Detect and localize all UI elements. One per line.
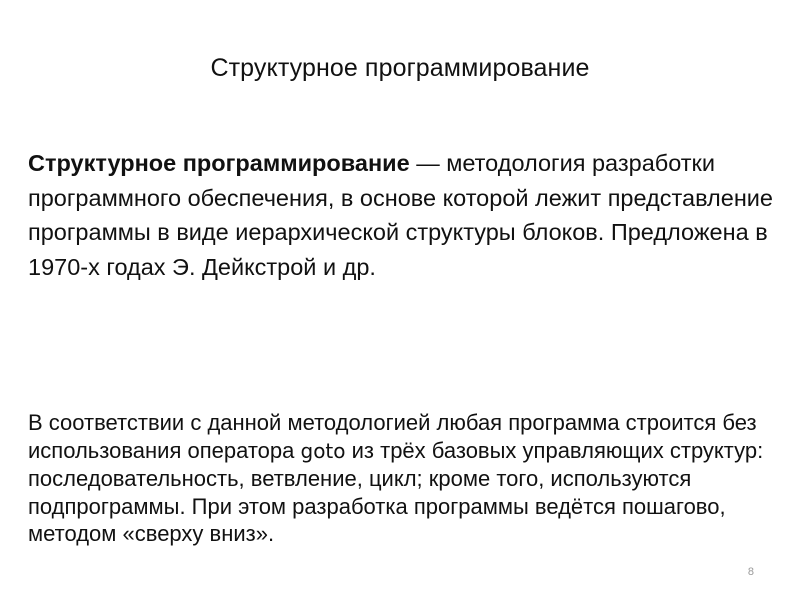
methodology-paragraph — [28, 409, 788, 548]
page-number: 8 — [747, 566, 754, 578]
definition-text: — методология разработки программного обеспечения, в основе которой лежит представление программы в виде иерархической структуры блоков. Предложена в 1970-х годах Э. Дейкстрой и др. — [28, 150, 773, 280]
slide-title: Структурное программирование — [210, 54, 590, 82]
definition-term: Структурное программирование — [28, 150, 410, 176]
paragraph-text-before: В соответствии с данной методологией любая программа строится без использования оператора — [28, 410, 757, 463]
goto-keyword: goto — [300, 438, 346, 463]
definition-paragraph — [28, 146, 778, 284]
paragraph-text-after: из трёх базовых управляющих структур: последовательность, ветвление, цикл; кроме того, используются подпрограммы. При этом разработка программы ведётся пошагово, методом «сверху вниз». — [28, 437, 764, 546]
